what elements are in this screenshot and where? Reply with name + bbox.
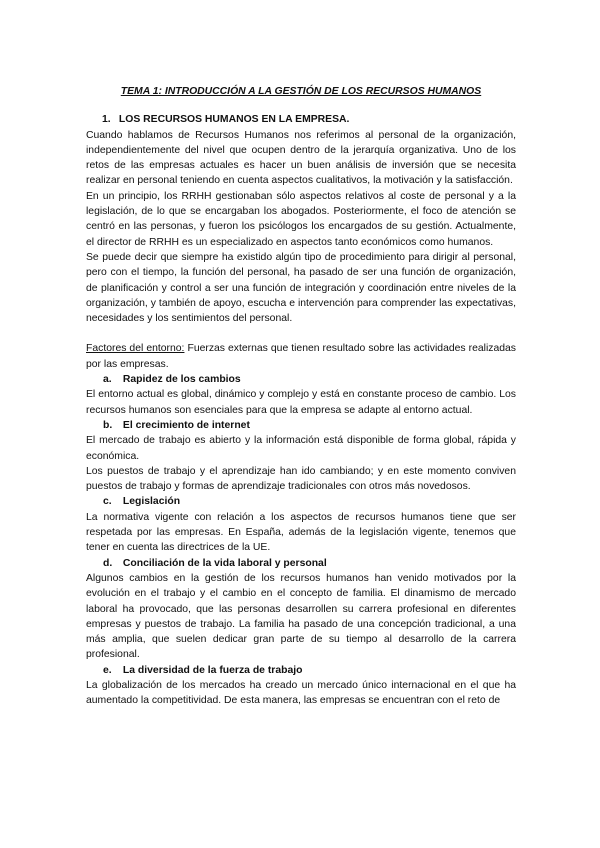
factores-paragraph	[86, 341, 516, 372]
section-title: LOS RECURSOS HUMANOS EN LA EMPRESA.	[118, 114, 350, 126]
spacer	[86, 326, 516, 341]
paragraph: El mercado de trabajo es abierto y la información está disponible de forma global, rápida y económica.	[86, 435, 516, 462]
subsection-heading-b	[86, 418, 516, 433]
subsection-letter: e.	[103, 664, 112, 676]
subsection-title: Legislación	[122, 496, 181, 508]
subsection-letter: c.	[103, 496, 112, 508]
paragraph: Se puede decir que siempre ha existido algún tipo de procedimiento para dirigir al personal, pero con el tiempo, la función del personal, ha pasado de ser una función de organización, de planificación y control a ser una función de integración y coordinación entre niveles de la organización, y también de apoyo, escucha e intervención para comprender las expectativas, necesidades y los sentimientos del personal.	[86, 251, 516, 325]
subsection-heading-e	[86, 663, 516, 678]
section-heading	[86, 112, 516, 127]
subsection-title: El crecimiento de internet	[122, 419, 250, 431]
document-title: TEMA 1: INTRODUCCIÓN A LA GESTIÓN DE LOS RECURSOS HUMANOS	[120, 86, 482, 97]
subsection-letter: d.	[103, 557, 113, 569]
subsection-heading-c	[86, 494, 516, 509]
paragraph: En un principio, los RRHH gestionaban sólo aspectos relativos al coste de personal y a la legislación, de lo que se encargaban los abogados. Posteriormente, el foco de atención se centró en las personas, y fueron los psicólogos los encargados de su gestión. Actualmente, el director de RRHH es un especializado en aspectos tanto económicos como humanos.	[86, 190, 516, 248]
subsection-title: La diversidad de la fuerza de trabajo	[122, 664, 303, 676]
section-number: 1.	[102, 114, 111, 126]
subsection-letter: a.	[103, 374, 112, 386]
subsection-title: Rapidez de los cambios	[122, 374, 241, 386]
factores-text: Fuerzas externas que tienen resultado sobre las actividades realizadas por las empresas.	[86, 343, 516, 370]
factores-label: Factores del entorno:	[86, 343, 185, 355]
subsection-title: Conciliación de la vida laboral y personal	[122, 557, 327, 569]
paragraph: La globalización de los mercados ha creado un mercado único internacional en el que ha aumentado la competitividad. De esta manera, las empresas se encuentran con el reto de	[86, 679, 516, 707]
paragraph: La normativa vigente con relación a los aspectos de recursos humanos tiene que ser respetada por las empresas. En España, además de la legislación vigente, tenemos que tener en cuenta las directrices de la UE.	[86, 511, 516, 554]
subsection-letter: b.	[103, 419, 113, 431]
paragraph: Cuando hablamos de Recursos Humanos nos referimos al personal de la organización, independientemente del nivel que ocupen dentro de la jerarquía organizativa. Uno de los retos de las empresas actuales es hacer un buen análisis de inversión que se necesita realizar en personal teniendo en cuenta aspectos cualitativos, la motivación y la satisfacción.	[86, 129, 516, 187]
document-body	[86, 84, 516, 709]
paragraph: Algunos cambios en la gestión de los recursos humanos han venido motivados por la evolución en el trabajo y el cambio en el concepto de familia. El dinamismo de mercado laboral ha provocado, que las personas desarrollen su carrera profesional en diferentes empresas y puestos de trabajo. La familia ha pasado de una concepción tradicional, a una más amplia, que suelen dedicar gran parte de su tiempo al desarrollo de la carrera profesional.	[86, 572, 516, 661]
subsection-heading-a	[86, 372, 516, 387]
paragraph: Los puestos de trabajo y el aprendizaje han ido cambiando; y en este momento conviven puestos de trabajo y formas de aprendizaje tradicionales con otros más novedosos.	[86, 465, 516, 493]
paragraph: El entorno actual es global, dinámico y complejo y está en constante proceso de cambio. Los recursos humanos son esenciales para que la empresa se adapte al entorno actual.	[86, 389, 516, 416]
subsection-heading-d	[86, 556, 516, 571]
